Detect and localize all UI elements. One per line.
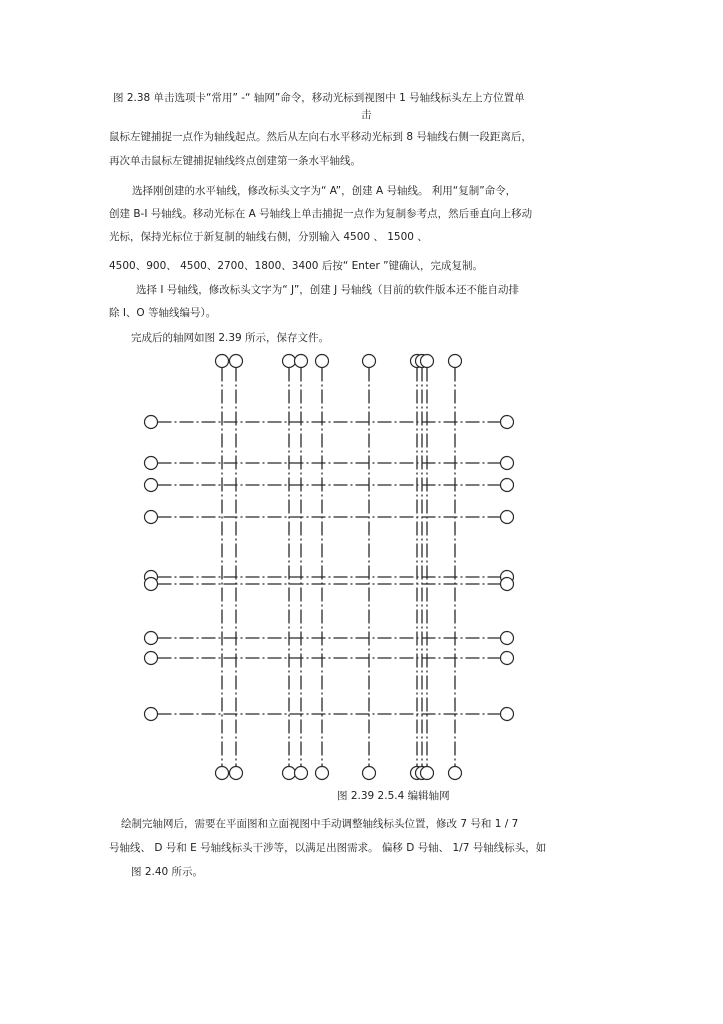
axis-head-bubble: [316, 767, 329, 780]
axis-head-bubble: [449, 355, 462, 368]
axis-head-bubble: [449, 767, 462, 780]
paragraph-line: 鼠标左键捕捉一点作为轴线起点。然后从左向右水平移动光标到 8 号轴线右侧一段距离后，: [109, 131, 532, 143]
paragraph-line: 4500、900、 4500、2700、1800、3400 后按“ Enter ”键确认，完成复制。: [109, 260, 484, 272]
axis-head-bubble: [283, 767, 296, 780]
axis-head-bubble: [501, 632, 514, 645]
axis-head-bubble: [216, 767, 229, 780]
axis-head-bubble: [501, 708, 514, 721]
axis-head-bubble: [145, 457, 158, 470]
paragraph-line: 创建 B-I 号轴线。移动光标在 A 号轴线上单击捕捉一点作为复制参考点，然后垂直向上移动: [109, 208, 533, 220]
paragraph-line: 号轴线、 D 号和 E 号轴线标头干涉等，以满足出图需求。 偏移 D 号轴、 1/7 号轴线标头，如: [109, 842, 547, 854]
axis-head-bubble: [501, 416, 514, 429]
axis-head-bubble: [216, 355, 229, 368]
axis-head-bubble: [316, 355, 329, 368]
axis-head-bubble: [145, 652, 158, 665]
axis-head-bubble: [283, 355, 296, 368]
paragraph-line: 完成后的轴网如图 2.39 所示，保存文件。: [131, 332, 330, 344]
axis-head-bubble: [421, 355, 434, 368]
axis-head-bubble: [501, 652, 514, 665]
axis-head-bubble: [421, 767, 434, 780]
axis-head-bubble: [145, 578, 158, 591]
figure-caption: 图 2.39 2.5.4 编辑轴网: [337, 790, 450, 802]
axis-head-bubble: [145, 511, 158, 524]
axis-head-bubble: [145, 416, 158, 429]
paragraph-line: 光标，保持光标位于新复制的轴线右侧，分别输入 4500 、 1500 、: [109, 231, 428, 243]
axis-head-bubble: [501, 457, 514, 470]
axis-head-bubble: [145, 479, 158, 492]
axis-head-bubble: [295, 355, 308, 368]
axis-head-bubble: [230, 355, 243, 368]
axis-head-bubble: [145, 708, 158, 721]
axis-head-bubble: [363, 355, 376, 368]
axis-head-bubble: [501, 511, 514, 524]
axis-head-bubble: [501, 578, 514, 591]
axis-head-bubble: [501, 479, 514, 492]
paragraph-line: 选择 I 号轴线，修改标头文字为“ J”，创建 J 号轴线（目前的软件版本还不能自动排: [136, 284, 520, 296]
paragraph-line: 绘制完轴网后，需要在平面图和立面视图中手动调整轴线标头位置，修改 7 号和 1 / 7: [121, 818, 519, 830]
paragraph-line: 图 2.38 单击选项卡“常用” -“ 轴网”命令，移动光标到视图中 1 号轴线标头左上方位置单: [113, 92, 525, 104]
paragraph-line: 再次单击鼠标左键捕捉轴线终点创建第一条水平轴线。: [109, 155, 361, 167]
paragraph-line: 选择刚创建的水平轴线，修改标头文字为“ A”，创建 A 号轴线。 利用“复制”命令，: [132, 185, 517, 197]
paragraph-line: 除 I、O 等轴线编号）。: [109, 307, 217, 319]
paragraph-line: 图 2.40 所示。: [131, 866, 204, 878]
axis-head-bubble: [363, 767, 376, 780]
paragraph-line: 击: [361, 109, 372, 121]
axis-head-bubble: [230, 767, 243, 780]
axis-head-bubble: [295, 767, 308, 780]
axis-head-bubble: [145, 632, 158, 645]
